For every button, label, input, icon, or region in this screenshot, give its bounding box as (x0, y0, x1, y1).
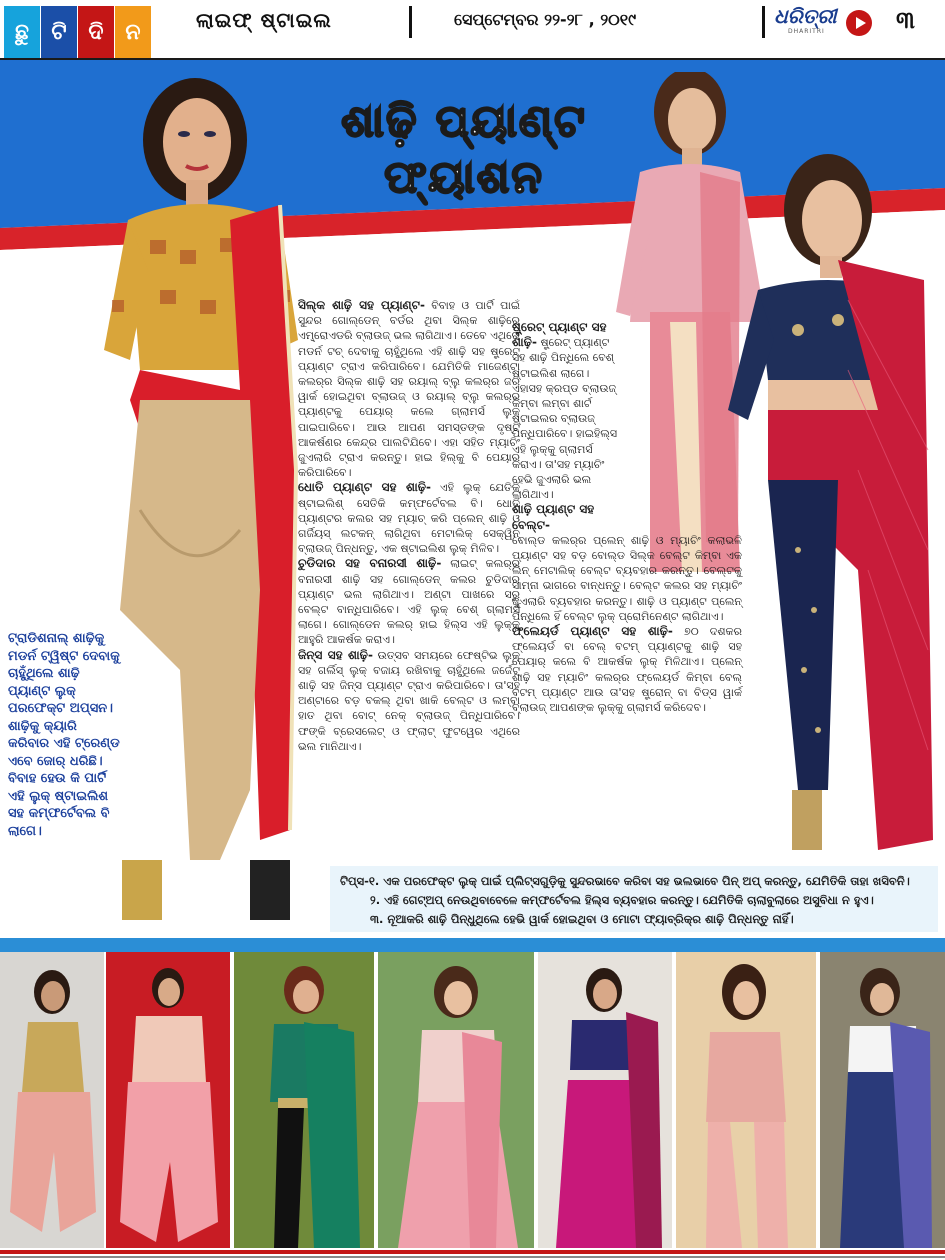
paragraph-heading: ଧୋତି ପ୍ୟାଣ୍ଟ ସହ ଶାଢ଼ି- (298, 480, 432, 495)
model-right-red-drape-saree-photo (728, 150, 938, 870)
brand-letter-1: ଛୁ (4, 6, 40, 58)
article-paragraph (298, 648, 520, 754)
paragraph-heading: ଶାଢ଼ି ପ୍ୟାଣ୍ଟ ସହ ବେଲ୍ଟ- (512, 502, 595, 532)
article-paragraph (512, 320, 620, 502)
article-paragraph (512, 624, 742, 715)
photo-caption: ଟ୍ରାଡିଶନାଲ୍ ଶାଢ଼ିକୁ ମଡର୍ନ ଟ୍ୱିଷ୍ଟ ଦେବାକୁ ଚାହୁଁଥିଲେ ଶାଢ଼ି ପ୍ୟାଣ୍ଟ ଲୁକ୍ ପରଫେକ୍ଟ ଅପ୍ସନ। ଶାଢ଼ିକୁ କ୍ୟାରି କରିବାର ଏହି ଟ୍ରେଣ୍ଡ ଏବେ ଜୋର୍ ଧରିଛି। ବିବାହ ହେଉ କି ପାର୍ଟି ଏହି ଲୁକ୍ ଷ୍ଟାଇଲିଶ ସହ କମ୍ଫର୍ଟେବଲ ବି ଲାଗେ। (8, 631, 120, 839)
paragraph-heading: ଫ୍ଲେୟର୍ଡ ପ୍ୟାଣ୍ଟ ସହ ଶାଢ଼ି- (512, 624, 673, 639)
paragraph-body: ଏହି ଲୁକ୍ ଯେତିକି ଷ୍ଟାଇଲିଶ୍ ସେତିକି କମ୍ଫର୍ଟେବଲ ବି। ଧୋତି ପ୍ୟାଣ୍ଟର କଲର ସହ ମ୍ୟାଚ୍ କରି ପ୍ଲେନ୍ ଶାଢ଼ି ଓ ଗର୍ଜିୟସ୍ ଲଟକନ୍ ଲାଗିଥିବା ମେଟାଲିକ୍ ସେକ୍ୱିନ୍ ବ୍ଲାଉଜ୍ ପିନ୍ଧନ୍ତୁ, ଏକ ଷ୍ଟାଇଲିଶ ଲୁକ୍ ମିଳିବ। (298, 481, 520, 556)
photo-pink-dhoti-saree-red-bg (106, 952, 230, 1248)
tip-2: ୨. ଏହି ଗେଟ୍‌ଅପ୍ ନେଉଥିବାବେଳେ କମ୍ଫର୍ଟେବଲ ହିଲ୍ସ ବ୍ୟବହାର କରନ୍ତୁ। ଯେମିତିକି ଚାଲାବୁଲାରେ ଅସୁବିଧା ନ ହୁଏ। (370, 893, 874, 907)
paragraph-body: ୭୦ ଦଶକର ଫ୍ଲେୟର୍ଡ ବା ବେଲ୍ ବଟମ୍ ପ୍ୟାଣ୍ଟକୁ ଶାଢ଼ି ସହ ପେୟାର୍ କଲେ ବି ଆକର୍ଷକ ଲୁକ୍ ମିଳିଥାଏ। ପ୍ଲେନ୍ ଶାଢ଼ି ସହ ମ୍ୟାଚିଂ କଲର୍‌ର ଫ୍ଲେୟର୍ଡ କିମ୍ବା ବେଲ୍ ବଟମ୍ ପ୍ୟାଣ୍ଟ ଆଉ ତା'ସହ ଷ୍ଟ୍ରୋନ୍ ବା ବିଡ୍ସ ୱାର୍କ ବ୍ଲାଉଜ୍ ଆପଣଙ୍କ ଲୁକ୍‌କୁ ଗ୍ଲାମର୍ସ କରିଦେବ। (512, 625, 742, 715)
supplement-brand (4, 6, 152, 58)
paragraph-body: ଲାଇଟ୍ କଲର୍‌ର ବନାରସୀ ଶାଢ଼ି ସହ ଗୋଲ୍ଡେନ୍ କଲର ଚୁଡିଦାର ପ୍ୟାଣ୍ଟ ଭଲ ଲାଗିଥାଏ। ଅଣ୍ଟା ପାଖରେ ସରୁ ବେଲ୍ଟ ବାନ୍ଧିପାରିବେ। ଏହି ଲୁକ୍ ବେଶ୍ ଗ୍ଲାମର୍ସ ଲାଗେ। ଗୋଲ୍ଡେନ କଲର୍ ହାଇ ହିଲ୍ସ ଏହି ଲୁକ୍‌କୁ ଆହୁରି ଆକର୍ଷକ କରାଏ। (298, 557, 520, 647)
photo-peach-dhoti-saree (0, 952, 104, 1248)
page-number: ୩ (896, 6, 915, 34)
paragraph-body: ବୋଲ୍ଡ କଲର୍‌ର ପ୍ଲେନ୍ ଶାଢ଼ି ଓ ମ୍ୟାଚିଂ କଲାଭଳି ପ୍ୟାଣ୍ଟ ସହ ବଡ଼ ବୋଲ୍ଡ ସିଲ୍କ ବେଲ୍ଟ କିମ୍ବା ଏକ ଲିନ୍ ମେଟାଲିକ୍ ବେଲ୍ଟ ବ୍ୟବହାର କରନ୍ତୁ। ବେଲ୍ଟକୁ ସାମ୍ନା ଭାଗରେ ବାନ୍ଧନ୍ତୁ। ବେଲ୍ଟ କଲର ସହ ମ୍ୟାଚିଂ ଜୁଏଲାରି ବ୍ୟବହାର କରନ୍ତୁ। ଶାଢ଼ି ଓ ପ୍ୟାଣ୍ଟ ପ୍ଲେନ୍ ପିନ୍ଧିଲେ ହିଁ ବେଲ୍ଟ ଲୁକ୍ ପ୍ରୋମିନେଣ୍ଟ ଲାଗିଥାଏ। (512, 533, 742, 623)
issue-date: ସେପ୍ଟେମ୍ବର ୨୨-୨୮ , ୨୦୧୯ (454, 10, 637, 29)
section-separator-bar (0, 938, 945, 952)
article-column-2 (512, 320, 742, 715)
page-bottom-rule-thin (0, 1256, 945, 1258)
section-name: ଲାଇଫ୍ ଷ୍ଟାଇଲ (196, 8, 332, 32)
newspaper-logo-tag: DHARITRI (788, 28, 825, 35)
brand-letter-4: ନ (115, 6, 151, 58)
newspaper-logo: ଧରିତ୍ରୀ (774, 4, 837, 28)
photo-green-saree-jeans (234, 952, 374, 1248)
tips-box (330, 866, 938, 932)
page-bottom-rule (0, 1250, 945, 1254)
play-icon (846, 10, 872, 36)
paragraph-body: ବିବାହ ଓ ପାର୍ଟି ପାଇଁ ସୁନ୍ଦର ଗୋଲ୍ଡେନ୍ ବର୍ଡର ଥିବା ସିଲ୍କ ଶାଢ଼ିରେ ଏମ୍ବ୍ରୋଏଡରି ବ୍ଲାଉଜ୍ ଭଲ ଲାଗିଥାଏ। ତେବେ ଏଥିରେ ମଡର୍ନ ଟଚ୍ ଦେବାକୁ ଚାହୁଁଥିଲେ ଏହି ଶାଢ଼ି ସହ ଷ୍ଟ୍ରେଟ୍ ପ୍ୟାଣ୍ଟ ଟ୍ରାଏ କରିପାରିବେ। ଯେମିତିକି ମାଜେଣ୍ଟା କଲର୍‌ର ସିଲ୍କ ଶାଢ଼ି ସହ ରୟାଲ୍ ବ୍ଲୁ କଲର୍‌ର ଜରି ୱାର୍କ ହୋଇଥିବା ବ୍ଲାଉଜ୍ ଓ ରୟାଲ୍ ବ୍ଲୁ କଲର୍‌ର ପ୍ୟାଣ୍ଟକୁ ପେୟାର୍ କଲେ ଗ୍ଲାମର୍ସ ଲୁକ୍ ପାଇପାରିବେ। ଆଉ ଆପଣ ସମସ୍ତଙ୍କ ଦୃଷ୍ଟି ଆକର୍ଷଣର କେନ୍ଦ୍ର ପାଲଟିଯିବେ। ଏହା ସହିତ ମ୍ୟାଚିଂ ଜୁଏଲାରି ଟ୍ରାଏ କରନ୍ତୁ। ହାଇ ହିଲ୍‌କୁ ବି ପେୟାର କରିପାରିବେ। (298, 299, 520, 480)
tip-1: ଟିପ୍ସ-୧. ଏକ ପରଫେକ୍ଟ ଲୁକ୍ ପାଇଁ ପ୍ଲିଟ୍ସଗୁଡ଼ିକୁ ସୁନ୍ଦରଭାବେ କରିବା ସହ ଭଲଭାବେ ପିନ୍ ଅପ୍ କରନ୍ତୁ, ଯେମିତିକି ତାହା ଖସିବନି। (340, 874, 910, 888)
photo-pink-straight-saree (676, 952, 816, 1248)
article-paragraph (298, 480, 520, 556)
masthead (0, 0, 945, 60)
photo-magenta-lehenga-saree (538, 952, 672, 1248)
article-paragraph (512, 502, 620, 532)
paragraph-heading: ଚୁଡିଦାର ସହ ବନାରସୀ ଶାଢ଼ି- (298, 556, 442, 571)
photo-gallery (0, 952, 945, 1248)
headline-line-2: ଫ୍ୟାଶନ (384, 152, 544, 203)
paragraph-heading: ଷ୍ଟ୍ରେଟ୍ ପ୍ୟାଣ୍ଟ ସହ ଶାଢ଼ି- (512, 320, 607, 350)
tip-3: ୩. ନୂଆକରି ଶାଢ଼ି ପିନ୍ଧୁଥିଲେ ହେଭି ୱାର୍କ ହୋଇଥିବା ଓ ମୋଟା ଫ୍ୟାବ୍ରିକ୍‌ର ଶାଢ଼ି ପିନ୍ଧନ୍ତୁ ନାହିଁ। (370, 912, 794, 926)
header-divider (409, 6, 412, 38)
article-column-1 (298, 298, 520, 754)
header-divider (762, 6, 765, 38)
model-left-dhoti-saree-photo (100, 70, 300, 940)
paragraph-body: ଷ୍ଟ୍ରେଟ୍ ପ୍ୟାଣ୍ଟ ସହ ଶାଢ଼ି ପିନ୍ଧିଲେ ବେଶ୍ ଷ୍ଟାଇଲିଶ ଲାଗେ। ଏହାସହ କ୍ରପ୍‌ଡ ବ୍ଲାଉଜ୍ କିମ୍ବା ଲମ୍ବା ଶାର୍ଟ ଷ୍ଟାଇଲର ବ୍ଲାଉଜ୍ ପିନ୍ଧିପାରିବେ। ହାଇହିଲ୍ସ ଏହି ଲୁକ୍‌କୁ ଗ୍ଲାମର୍ସ କରାଏ। ତା'ସହ ମ୍ୟାଚିଂ ହେଭି ଜୁଏଲାରି ଭଲ ଲାଗିଥାଏ। (512, 336, 618, 502)
brand-letter-2: ଟି (41, 6, 77, 58)
article-paragraph (512, 533, 742, 624)
paragraph-heading: ସିଲ୍କ ଶାଢ଼ି ସହ ପ୍ୟାଣ୍ଟ- (298, 298, 425, 312)
brand-letter-3: ଦି (78, 6, 114, 58)
article-paragraph (298, 556, 520, 647)
photo-pink-flared-saree (378, 952, 534, 1248)
article-headline (304, 94, 624, 206)
headline-line-1: ଶାଢ଼ି ପ୍ୟାଣ୍ଟ (341, 96, 587, 147)
article-paragraph (298, 298, 520, 480)
paragraph-body: ଉତ୍ସବ ସମୟରେ ଫେଷ୍ଟିଭ ଲୁକ୍ ସହ ଗର୍ଲିସ୍ ଲୁକ୍ ବଜାୟ ରଖିବାକୁ ଚାହୁଁଥିଲେ ଜର୍ଜେଟ୍ ଶାଢ଼ି ସହ ଜିନ୍ସ ପ୍ୟାଣ୍ଟ ଟ୍ରାଏ କରିପାରିବେ। ତା'ସହ ଅଣ୍ଟାରେ ବଡ଼ ବକଲ୍ ଥିବା ଖାକି ବେଲ୍ଟ ଓ ଲମ୍ବା ହାତ ଥିବା ବୋଟ୍ ନେକ୍ ବ୍ଲାଉଜ୍ ପିନ୍ଧିପାରିବେ। ଫଙ୍କି ବ୍ରେସଲେଟ୍ ଓ ଫ୍ଲାଟ୍ ଫୁଟୱେର ଏଥିରେ ଭଲ ମାନିଥାଏ। (298, 648, 520, 753)
photo-blue-jeans-saree (820, 952, 945, 1248)
paragraph-heading: ଜିନ୍ସ ସହ ଶାଢ଼ି- (298, 647, 373, 662)
